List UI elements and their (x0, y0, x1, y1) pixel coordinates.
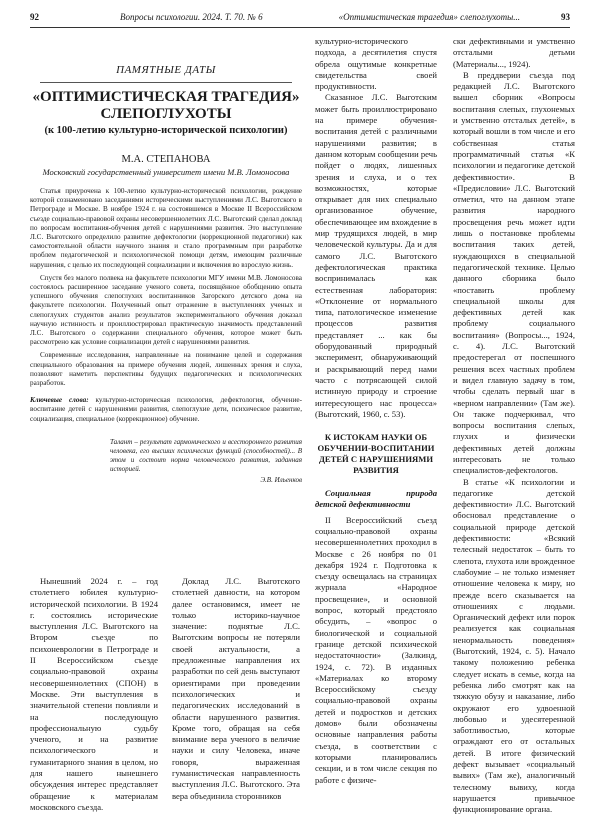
right-page (315, 36, 577, 815)
abstract-paragraph: Современные исследования, направленные на понимание целей и содержания специального образования на примере обучения людей, лишенных зрения и слуха, позволяют наметить перспективы будущих педагогических и психологических разработок. (30, 351, 302, 388)
body-column-1 (30, 576, 158, 813)
header-rule (30, 27, 570, 28)
author-affiliation: Московский государственный университет имени М.В. Ломоносова (42, 167, 290, 177)
abstract-paragraph: Спустя без малого полвека на факультете психологии МГУ имени М.В. Ломоносова состоялось расширенное заседание ученого совета, посвящённое обобщению опыта успешного обучения слепоглухих воспитанников Загорского детского дома на факультете психологии. Полученный опыт отражение в выступлениях ученых и слепоглухих студентов анализ результатов экспериментального обучения доказал научную истинность и проиллюстрировал практическую значимость представлений Л.С. Выготского о содержании специального обучения, которое может быть рассмотрено как условие социализации детей с нарушениями развития. (30, 273, 302, 347)
article-subtitle: (к 100-летию культурно-исторической психологии) (44, 125, 288, 136)
rubric-rule (40, 82, 292, 83)
body-paragraph: В преддверии съезда под редакцией Л.С. Выготского вышел сборник «Вопросы воспитания слепых, глухонемых и умственно отсталых детей», в который вошли в том числе и его собственная статья программатичный статья «К психологии и педагогике детской дефективности». В «Предисловии» Л.С. Выготский отметил, что на данном этапе развития народного просвещения речь может идти лишь о постановке проблемы воспитания таких детей, нуждающихся в специальной педагогической технике. Целью данного сборника было «поставить проблему специальной школы для дефективных детей как проблему социального воспитания» (Вопросы..., 1924, с. 4). Л.С. Выготский предостерегал от поспешного решения всех частных проблем и видел главную задачу в том, чтобы сделать первый шаг в «верном направлении» (Там же). Он также подчеркивал, что вопросы воспитания слепых, глухих и физически дефективных детей должны интересовать не только специалистов-дефектологов. (453, 69, 576, 476)
subsection-heading: Социальная природа детской дефективности (315, 488, 437, 510)
body-column-4 (453, 36, 575, 815)
keywords (30, 396, 302, 424)
body-paragraph: II Всероссийский съезд социально-правовой охраны несовершеннолетних проходил в Москве с 26 ноября по 01 декабря 1924 г. Подготовка к съезду освещалась на страницах журнала «Народное просвещение», и основной вопрос, который предстояло обсудить, – «вопрос о биологической и социальной границе детской психической недостаточности» (Залкинд, 1924, с. 72). В изданных «Материалах ко второму Всероссийскому съезду социально-правовой охраны детей и подростков и детских домов» были обозначены основные направления работы съезда, в соответствии с которыми планировались секции, и в том числе секция по работе с физиче- (315, 514, 437, 785)
epigraph-author: Э.В. Ильенков (260, 475, 302, 484)
body-paragraph: культурно-исторического подхода, а десятилетия спустя обрела ощутимые конкретные свидетельства своей продуктивности. (315, 36, 437, 92)
author-name: М.А. СТЕПАНОВА (121, 154, 211, 165)
body-column-3 (315, 36, 437, 786)
article-title: «ОПТИМИСТИЧЕСКАЯ ТРАГЕДИЯ» СЛЕПОГЛУХОТЫ (32, 89, 300, 122)
section-heading: К ИСТОКАМ НАУКИ ОБ ОБУЧЕНИИ-ВОСПИТАНИИ ДЕТЕЙ С НАРУШЕНИЯМИ РАЗВИТИЯ (317, 432, 435, 476)
body-paragraph: Доклад Л.С. Выготского столетней давности, на котором далее остановимся, имеет не только историко-научное значение: поднятые Л.С. Выготским вопросы не потеряли своей актуальности, а предложенные направления их разработки по сей день выступают ориентирами при проведении психологических и педагогических исследований в области нарушенного развития. Кроме того, обращая на себя внимание вера ученого в величие науки и силу Человека, иначе говоря, выраженная гуманистическая направленность выступления Л.С. Выготского. Эта вера объединила сторонников (172, 576, 300, 801)
running-title-left: Вопросы психологии. 2024. Т. 70. № 6 (120, 12, 263, 22)
page-number-left: 92 (30, 12, 39, 22)
rubric: ПАМЯТНЫЕ ДАТЫ (116, 64, 216, 76)
running-header (30, 12, 570, 26)
running-title-right: «Оптимистическая трагедия» слепоглухоты... (338, 12, 520, 22)
body-paragraph: ски дефективными и умственно отсталыми детьми (Материалы..., 1924). (453, 36, 575, 69)
page-number-right: 93 (561, 12, 570, 22)
abstract (30, 187, 302, 388)
left-page (30, 36, 302, 812)
body-paragraph: В статье «К психологии и педагогике детской дефективности» Л.С. Выготский обосновал представление о социальной природе детской дефективности: «Всякий телесный недостаток – быть то слепота, глухота или врожденное слабоумие – не только изменяет отношение человека к миру, но прежде всего сказывается на отношениях с людьми. Органический дефект или порок реализуется как социальная ненормальность поведения» (Выготский, 1924, с. 5). Начало такому положению ребенка следует искать в семье, когда на ребенка либо смотрят как на тяжкую обузу и наказание, либо окружают его удвоенной любовью и удесятеренной заботливостью, которые ограждают его от остальных детей. В итоге физический дефект вызывает «социальный вывих» (Там же), аналогичный телесному вывиху, когда нарушается привычное функционирование органа. (453, 476, 575, 815)
body-column-2 (172, 576, 300, 802)
epigraph-text: Талант – результат гармонического и всестороннего развития человека, его высших психических функций (способностей)... В этом и состоит норма человеческого развития, заданная историей. (110, 437, 302, 473)
epigraph (110, 438, 302, 485)
keywords-text: культурно-историческая психология, дефектология, обучение-воспитание детей с нарушениями развития, слепоглухие дети, психическое развитие, социализация, специальное (коррекционное) обучение. (30, 396, 302, 423)
body-paragraph: Сказанное Л.С. Выготским может быть проиллюстрировано на примере обучения-воспитания детей с различными нарушениями развития; в данном которым сообщении речь пойдет о людях, лишенных зрения и слуха, и о тех возможностях, которые открывает для них специально организованное обучение, обеспечивающее им вхождение в мир трудящихся людей, в мир человеческой культуры. Да и для самого Л.С. Выготского дефектологическая практика воспринималась как естественная лаборатория: «Отклонение от нормального типа, патологическое изменение процессов развития представляет ... как бы оборудованный природный эксперимент, обнаруживающий и раскрывающий перед нами часто с потрясающей силой истинную природу и строение интересующего нас процесса» (Выготский, 1960, с. 53). (315, 92, 437, 419)
keywords-label: Ключевые слова: (30, 396, 89, 405)
body-paragraph: Нынешний 2024 г. – год столетнего юбилея культурно-исторической психологии. В 1924 г. состоялись исторические выступления Л.С. Выготского на Втором съезде по психоневрологии в Петрограде и II Всероссийском съезде социально-правовой охраны несовершеннолетних (СПОН) в Москве. Эти выступления в значительной степени повлияли и на последующую профессиональную судьбу ученого, и на развитие психологического и гуманитарного знания в целом, но для нашего нынешнего обсуждения интерес представляет обращение к материалам московского съезда. (30, 576, 158, 812)
abstract-paragraph: Статья приурочена к 100-летию культурно-исторической психологии, рождение которой сознаменовано заседаниями историческими выступлениями Л.С. Выготского в Петрограде и Москве. В ноябре 1924 г. на состоявшемся в Москве II Всероссийском съезде социально-правовой охраны несовершеннолетних Л.С. Выготский сделал доклад по вопросам воспитания-обучения детей с нарушениями развития. Это выступление Л.С. Выготского определило развитие дефектологии (коррекционной педагогики) как самостоятельной области научного знания и стало программным при разработке проблем педагогической и психологической помощи детям, имеющим различные нарушения, с целью их последующей социализации и включения во взрослую жизнь. (30, 187, 302, 269)
